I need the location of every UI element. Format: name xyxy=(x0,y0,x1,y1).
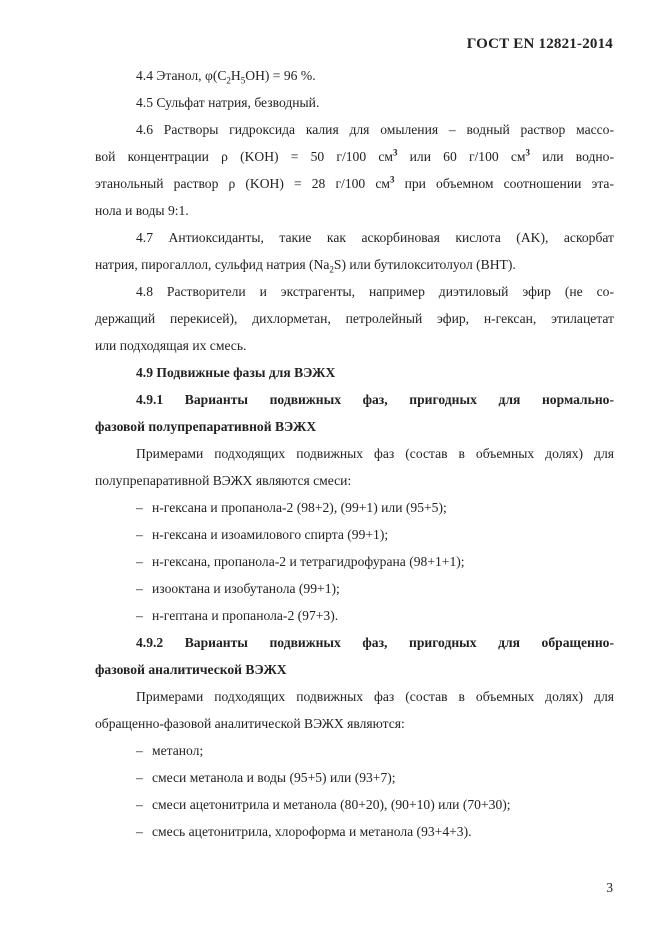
heading-4-9-1: 4.9.1 Варианты подвижных фаз, пригодных для нормально- фазовой полупрепаративной ВЭЖХ xyxy=(95,392,614,434)
paragraph-4-4: 4.4 Этанол, $\varphi(C_2H_5OH) = 96$ %. xyxy=(136,68,316,86)
paragraph-4-6: 4.6 Растворы гидроксида калия для омыления – водный раствор массо- вой концентрации ρ (KOH) = 50 г/100 $см^3$ или 60 г/100 $см^3$ или водно- этанольный раствор ρ (KOH) = 28 г/100 $см^3$ при объемном соотношении эта- нола и воды 9:1. xyxy=(95,122,614,218)
list-item: – н-гексана и изоамилового спирта (99+1); xyxy=(136,527,389,542)
paragraph-4-8: 4.8 Растворители и экстрагенты, например диэтиловый эфир (не со- держащий перекисей), дихлорметан, петролейный эфир, н-гексан, этилацетат или подходящая их смесь. xyxy=(95,284,614,353)
paragraph-4-5: 4.5 Сульфат натрия, безводный. xyxy=(136,95,320,110)
paragraph-4-9-1: Примерами подходящих подвижных фаз (состав в объемных долях) для полупрепаративной ВЭЖХ являются смеси: xyxy=(95,446,614,488)
list-item: – н-гексана, пропанола-2 и тетрагидрофурана (98+1+1); xyxy=(136,554,465,569)
list-item: – изооктана и изобутанола (99+1); xyxy=(136,581,340,596)
list-semiprep-phases xyxy=(95,494,614,629)
list-item: – смесь ацетонитрила, хлороформа и метанола (93+4+3). xyxy=(136,824,472,839)
list-item: – смеси метанола и воды (95+5) или (93+7); xyxy=(136,770,396,785)
list-item: – н-гексана и пропанола-2 (98+2), (99+1) или (95+5); xyxy=(136,500,447,515)
heading-4-9: 4.9 Подвижные фазы для ВЭЖХ xyxy=(136,365,336,380)
page-content xyxy=(95,62,614,845)
list-item: – смеси ацетонитрила и метанола (80+20), (90+10) или (70+30); xyxy=(136,797,511,812)
page-number: 3 xyxy=(606,880,613,895)
list-analytical-phases xyxy=(95,737,614,845)
standard-header: ГОСТ EN 12821-2014 xyxy=(466,36,613,52)
paragraph-4-7: 4.7 Антиоксиданты, такие как аскорбиновая кислота (AK), аскорбат натрия, пирогаллол, сульфид натрия $(Na_2S)$ или бутилокситолуол (BHT). xyxy=(95,230,614,275)
heading-4-9-2: 4.9.2 Варианты подвижных фаз, пригодных для обращенно- фазовой аналитической ВЭЖХ xyxy=(95,635,614,677)
list-item: – н-гептана и пропанола-2 (97+3). xyxy=(136,608,339,623)
list-item: – метанол; xyxy=(136,743,204,758)
paragraph-4-9-2: Примерами подходящих подвижных фаз (состав в объемных долях) для обращенно-фазовой аналитической ВЭЖХ являются: xyxy=(95,689,614,731)
